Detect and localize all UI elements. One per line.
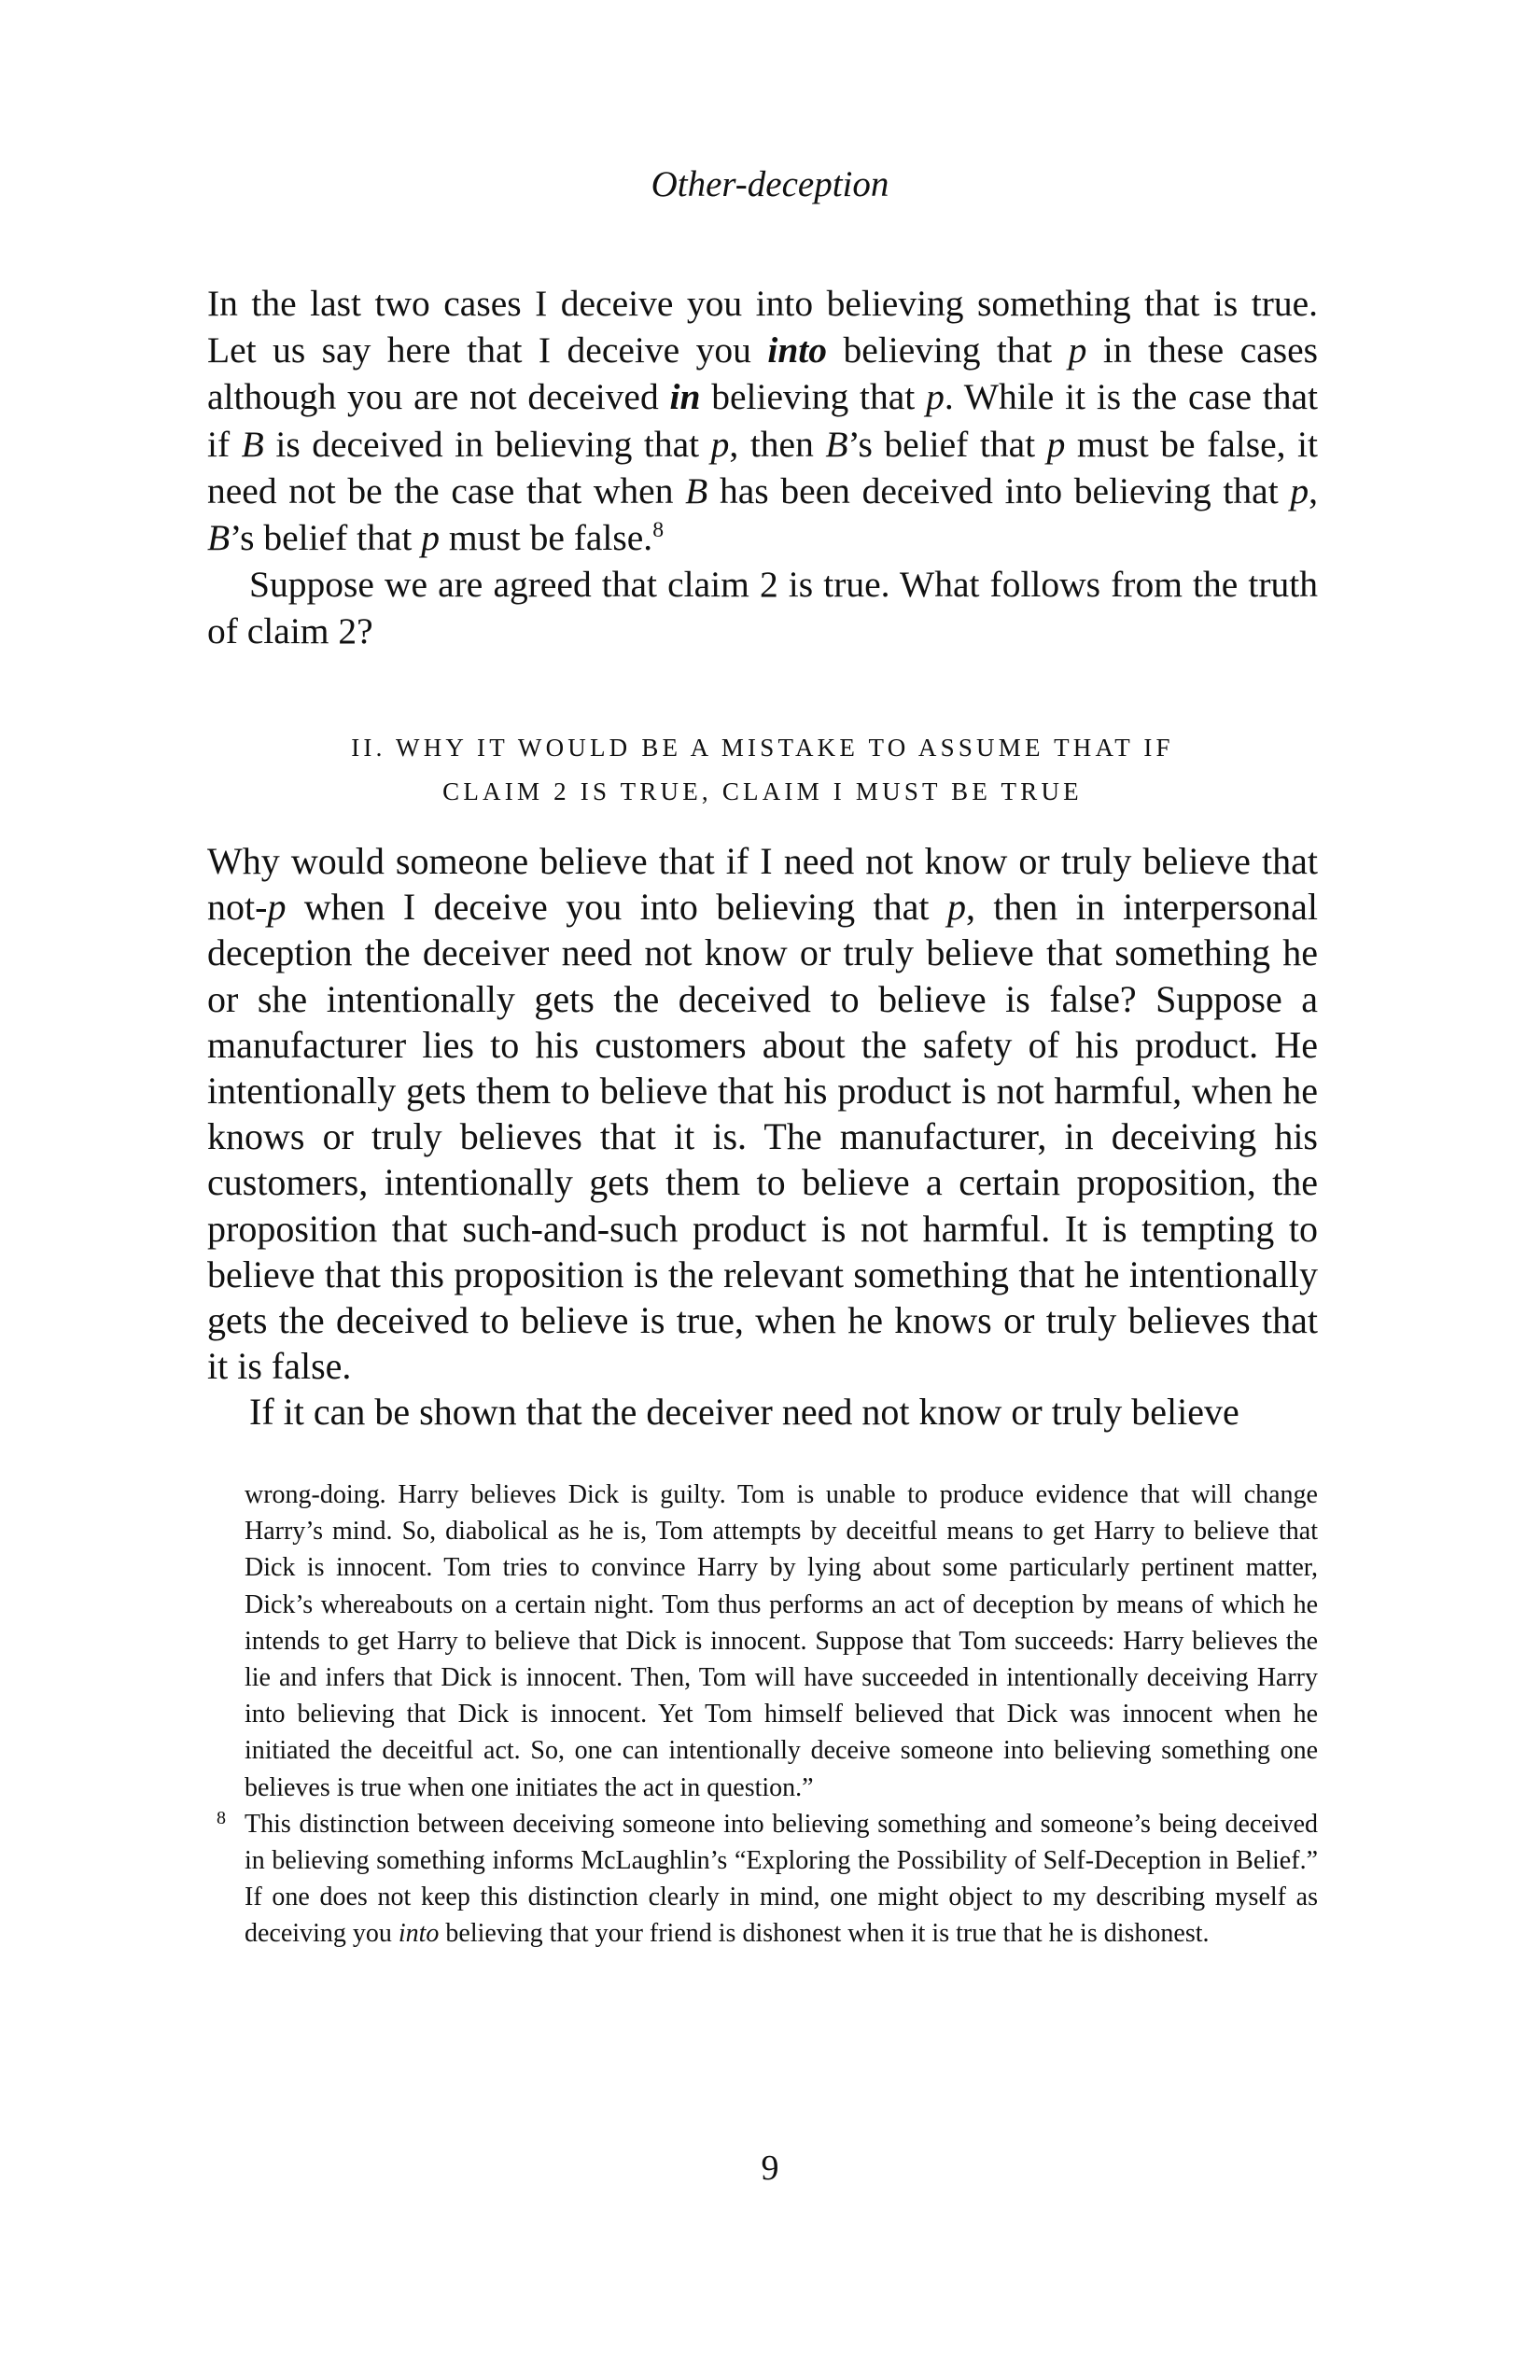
text-span: has been deceived into believing that xyxy=(707,469,1291,511)
text-span: in these cases although you are not deceived xyxy=(207,329,1319,418)
text-span: , then in interpersonal deception the deceiver need not know or truly believe that something he or she intentionally gets the deceived to believe is false? Suppose a manufacturer lies to his customers about the safety of his product. He intentionally gets them to believe that his product is not harmful, when he knows or truly believes that it is. The manufacturer, in deceiving his customers, intentionally gets them to believe a certain proposition, the proposition that such-and-such product is not harmful. It is tempting to believe that this proposition is the relevant something that he intentionally gets the deceived to believe is true, when he knows or truly believes that it is false. xyxy=(207,886,1318,1388)
variable-p: p xyxy=(710,423,730,465)
text-span: ’s belief that xyxy=(847,423,1047,465)
text-span: is deceived in believing that xyxy=(263,423,711,465)
emphasis-into: into xyxy=(398,1919,440,1949)
text-span: ’s belief that xyxy=(230,517,422,559)
body-text-section xyxy=(207,838,1318,1435)
section-heading-line-2: CLAIM 2 IS TRUE, CLAIM I MUST BE TRUE xyxy=(442,777,1083,805)
text-span: , xyxy=(1309,469,1318,511)
text-span: when I deceive you into believing that xyxy=(286,886,947,929)
running-head: Other-deception xyxy=(651,164,889,204)
text-span: must be false, it need not be the case that when xyxy=(207,423,1319,511)
text-span: , then xyxy=(729,423,826,465)
page-number: 9 xyxy=(761,2149,779,2188)
paragraph-3 xyxy=(207,838,1318,1389)
text-span: This distinction between deceiving someone into believing something and someone’s being deceived in believing something informs McLaughlin’s “Exploring the Possibility of Self-Deception in Belief.” If one does not keep this distinction clearly in mind, one might object to my describing myself as deceiving you xyxy=(245,1809,1318,1949)
variable-b: B xyxy=(207,517,231,559)
text-span: must be false. xyxy=(440,517,653,559)
footnotes xyxy=(217,1477,1318,1953)
section-heading xyxy=(207,726,1318,814)
emphasis-into: into xyxy=(767,329,828,371)
variable-b: B xyxy=(825,423,848,465)
paragraph-2: Suppose we are agreed that claim 2 is true. What follows from the truth of claim 2? xyxy=(207,564,1318,652)
paragraph-1 xyxy=(207,280,1318,561)
footnote-continued: wrong-doing. Harry believes Dick is guilty. Tom is unable to produce evidence that will change Harry’s mind. So, diabolical as he is, Tom attempts by deceitful means to get Harry to believe that Dick is innocent. Tom tries to convince Harry by lying about some particularly pertinent matter, Dick’s whereabouts on a certain night. Tom thus performs an act of deception by means of which he intends to get Harry to believe that Dick is innocent. Suppose that Tom succeeds: Harry believes the lie and infers that Dick is innocent. Then, Tom will have succeeded in intentionally deceiving Harry into believing that Dick is innocent. Yet Tom himself believed that Dick was innocent when he initiated the deceitful act. So, one can intentionally deceive someone into believing something one believes is true when one initiates the act in question.” xyxy=(245,1480,1318,1802)
footnote-8 xyxy=(217,1806,1318,1953)
text-span: believing that your friend is dishonest when it is true that he is dishonest. xyxy=(439,1919,1210,1949)
body-text-top xyxy=(207,280,1318,655)
variable-p: p xyxy=(946,886,966,929)
variable-b: B xyxy=(241,423,264,465)
variable-p: p xyxy=(926,376,945,418)
text-span: Why would someone believe that if I need not know or truly believe that not- xyxy=(207,840,1318,929)
footnote-8-mark: 8 xyxy=(217,1807,226,1828)
text-span: believing that xyxy=(827,329,1069,371)
variable-p: p xyxy=(1290,469,1309,511)
variable-b: B xyxy=(685,469,708,511)
text-span: . While it is the case that if xyxy=(207,376,1318,465)
text-span: believing that xyxy=(700,376,927,418)
emphasis-in: in xyxy=(669,376,701,418)
variable-p: p xyxy=(1068,329,1087,371)
text-span: In the last two cases I deceive you into believing something that is true. Let us say here that I deceive you xyxy=(207,283,1318,371)
variable-p: p xyxy=(421,517,441,559)
paragraph-4: If it can be shown that the deceiver need not know or truly believe xyxy=(249,1391,1239,1434)
footnote-reference-8[interactable]: 8 xyxy=(652,517,665,542)
variable-p: p xyxy=(1046,423,1066,465)
variable-p: p xyxy=(267,886,287,929)
section-heading-line-1: II. WHY IT WOULD BE A MISTAKE TO ASSUME THAT IF xyxy=(351,734,1174,762)
